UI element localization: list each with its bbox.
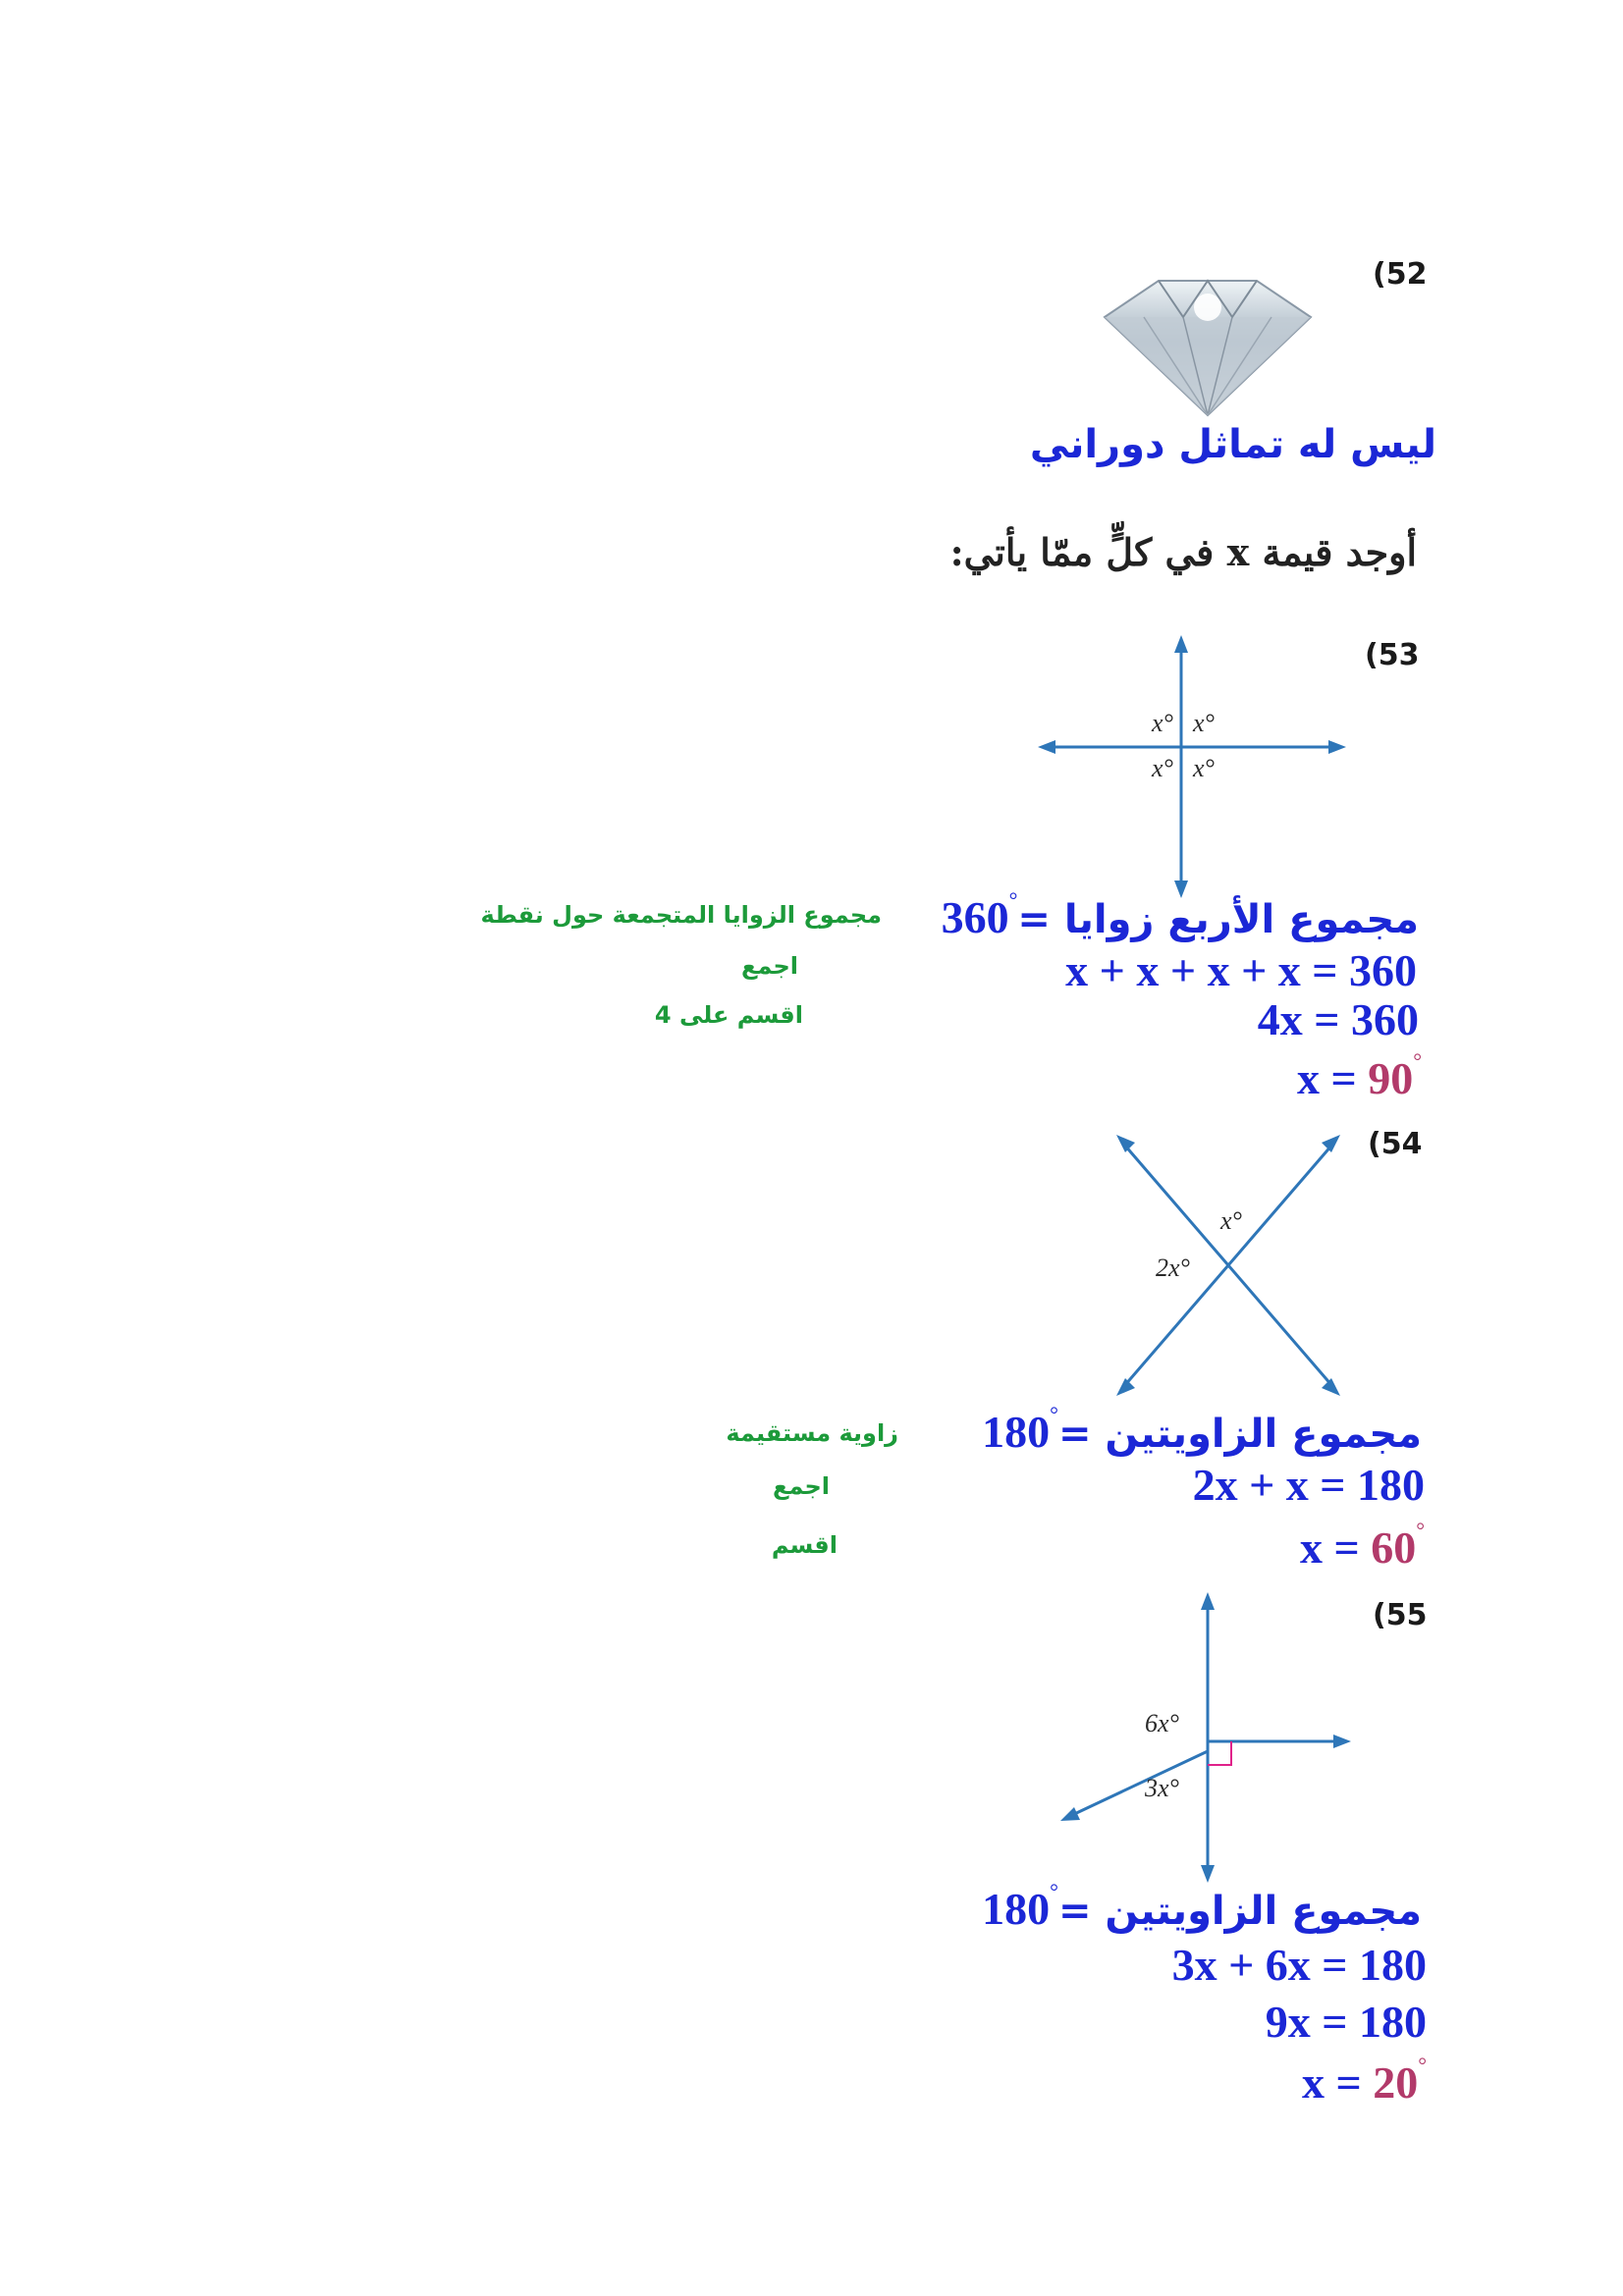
- p54-answer-value: 60: [1371, 1522, 1417, 1573]
- p54-note-1: زاوية مستقيمة: [726, 1419, 898, 1447]
- diamond-icon: [1065, 263, 1350, 420]
- p54-line1-val: 180: [982, 1407, 1051, 1457]
- p53-line2: x + x + x + x = 360: [1065, 945, 1417, 995]
- angle-label-6x: 6x°: [1145, 1709, 1179, 1737]
- p54-line1-ar: مجموع الزاويتين =: [1057, 1412, 1422, 1457]
- p53-line1-val: 360: [941, 892, 1009, 942]
- p53-note-3: اقسم على 4: [654, 1001, 803, 1029]
- p55-answer-value: 20: [1373, 2057, 1419, 2108]
- p53-line4: x = 90°: [1296, 1048, 1422, 1103]
- p53-answer-value: 90: [1368, 1053, 1414, 1103]
- angle-label-tl: x°: [1152, 709, 1173, 737]
- p54-line3-lhs: x =: [1299, 1522, 1372, 1573]
- p53-line1-ar: مجموع الأربع زوايا =: [1017, 897, 1419, 942]
- angle-label-3x: 3x°: [1145, 1774, 1179, 1802]
- angle-label-bl: x°: [1152, 754, 1173, 782]
- angle-label-2x: 2x°: [1156, 1254, 1190, 1282]
- angle-label-x: x°: [1220, 1206, 1242, 1235]
- p55-line3: 9x = 180: [1265, 1997, 1427, 2047]
- oblique-ray: [1070, 1751, 1208, 1816]
- problem-53-label: (53: [1365, 638, 1420, 672]
- p53-note-1: مجموع الزوايا المتجمعة حول نقطة: [480, 901, 882, 929]
- problem-55-diagram: [1051, 1590, 1365, 1885]
- p54-note-2: اجمع: [772, 1472, 830, 1500]
- p54-line1: 180°مجموع الزاويتين =: [982, 1402, 1422, 1457]
- problem-54-label: (54: [1368, 1127, 1423, 1161]
- instruction-text: أوجد قيمة x في كلٍّ ممّا يأتي:: [949, 530, 1417, 574]
- problem-53-diagram: [1036, 633, 1350, 898]
- problem-55-label: (55: [1373, 1598, 1428, 1632]
- right-angle-mark: [1208, 1741, 1231, 1765]
- p53-line4-lhs: x =: [1296, 1053, 1369, 1103]
- p54-line3: x = 60°: [1299, 1518, 1425, 1573]
- p54-note-3: اقسم: [771, 1531, 838, 1559]
- p55-line1: 180°مجموع الزاويتين =: [982, 1879, 1422, 1934]
- angle-label-tr: x°: [1193, 709, 1215, 737]
- problem-54-diagram: [1105, 1129, 1350, 1402]
- p55-line4: x = 20°: [1301, 2053, 1427, 2108]
- angle-label-br: x°: [1193, 754, 1215, 782]
- p55-line1-ar: مجموع الزاويتين =: [1057, 1889, 1422, 1934]
- p53-line1: 360°مجموع الأربع زوايا =: [941, 887, 1419, 942]
- p53-note-2: اجمع: [740, 952, 798, 980]
- p55-line4-lhs: x =: [1301, 2057, 1374, 2108]
- problem-52-answer: ليس له تماثل دوراني: [1029, 422, 1436, 467]
- p54-line2: 2x + x = 180: [1192, 1460, 1425, 1510]
- p53-line3: 4x = 360: [1257, 994, 1419, 1044]
- p55-line2: 3x + 6x = 180: [1171, 1940, 1427, 1990]
- p55-line1-val: 180: [982, 1884, 1051, 1934]
- problem-52-label: (52: [1373, 257, 1428, 292]
